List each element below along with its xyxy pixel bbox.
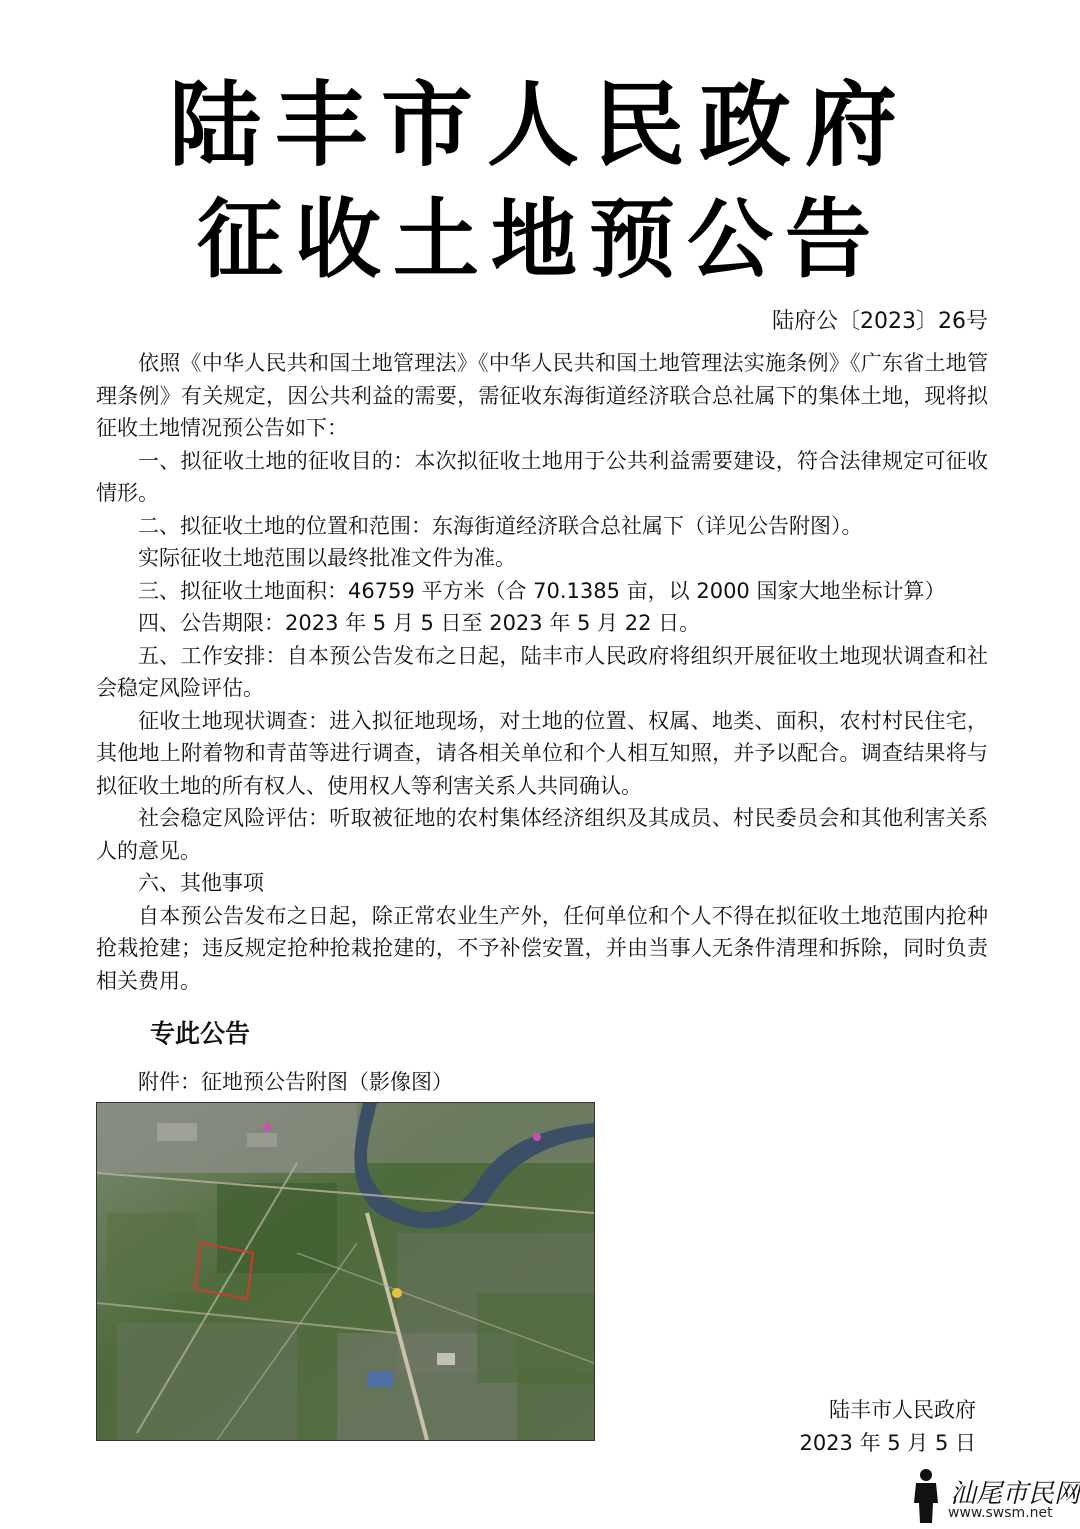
closing-statement: 专此公告 (150, 1019, 251, 1048)
signature-organization: 陆丰市人民政府 (829, 1398, 976, 1422)
title-line-1: 陆丰市人民政府 (168, 72, 911, 179)
paragraph: 实际征收土地范围以最终批准文件为准。 (138, 546, 516, 570)
paragraph: 二、拟征收土地的位置和范围：东海街道经济联合总社属下（详见公告附图）。 (138, 513, 863, 538)
paragraph: 依照《中华人民共和国土地管理法》《中华人民共和国土地管理法实施条例》《广东省土地管理条例》有关规定，因公共利益的需要，需征收东海街道经济联合总社属下的集体土地，现将拟征收土地情况预公告如下： (96, 351, 988, 440)
paragraph: 五、工作安排：自本预公告发布之日起，陆丰市人民政府将组织开展征收土地现状调查和社会稳定风险评估。 (96, 643, 988, 700)
paragraph: 四、公告期限：2023 年 5 月 5 日至 2023 年 5 月 22 日。 (138, 611, 701, 635)
document-number: 陆府公〔2023〕26号 (772, 309, 988, 334)
signature-date: 2023 年 5 月 5 日 (799, 1431, 976, 1455)
watermark-text: 汕尾市民网 (950, 1479, 1080, 1509)
satellite-map-image (96, 1102, 595, 1441)
paragraph: 自本预公告发布之日起，除正常农业生产外，任何单位和个人不得在拟征收土地范围内抢种抢栽抢建；违反规定抢种抢栽抢建的，不予补偿安置，并由当事人无条件清理和拆除，同时负责相关费用。 (96, 903, 988, 993)
paragraph: 社会稳定风险评估：听取被征地的农村集体经济组织及其成员、村民委员会和其他利害关系人的意见。 (96, 806, 988, 863)
paragraph: 一、拟征收土地的征收目的：本次拟征收土地用于公共利益需要建设，符合法律规定可征收情形。 (96, 448, 988, 505)
title-line-2: 征收土地预公告 (197, 190, 883, 290)
person-silhouette-icon (908, 1467, 944, 1525)
paragraph: 六、其他事项 (138, 871, 264, 895)
paragraph: 征收土地现状调查：进入拟征地现场，对土地的位置、权属、地类、面积，农村村民住宅，其他地上附着物和青苗等进行调查，请各相关单位和个人相互知照，并予以配合。调查结果将与拟征收土地的所有权人、使用权人等利害关系人共同确认。 (96, 708, 988, 798)
watermark-url: www.swsm.net (948, 1505, 1053, 1521)
attachment-caption: 附件：征地预公告附图（影像图） (138, 1070, 453, 1094)
paragraph: 三、拟征收土地面积：46759 平方米（合 70.1385 亩，以 2000 国家大地坐标计算） (138, 578, 946, 603)
notice-body (96, 347, 988, 997)
watermark-logo (908, 1467, 1080, 1525)
